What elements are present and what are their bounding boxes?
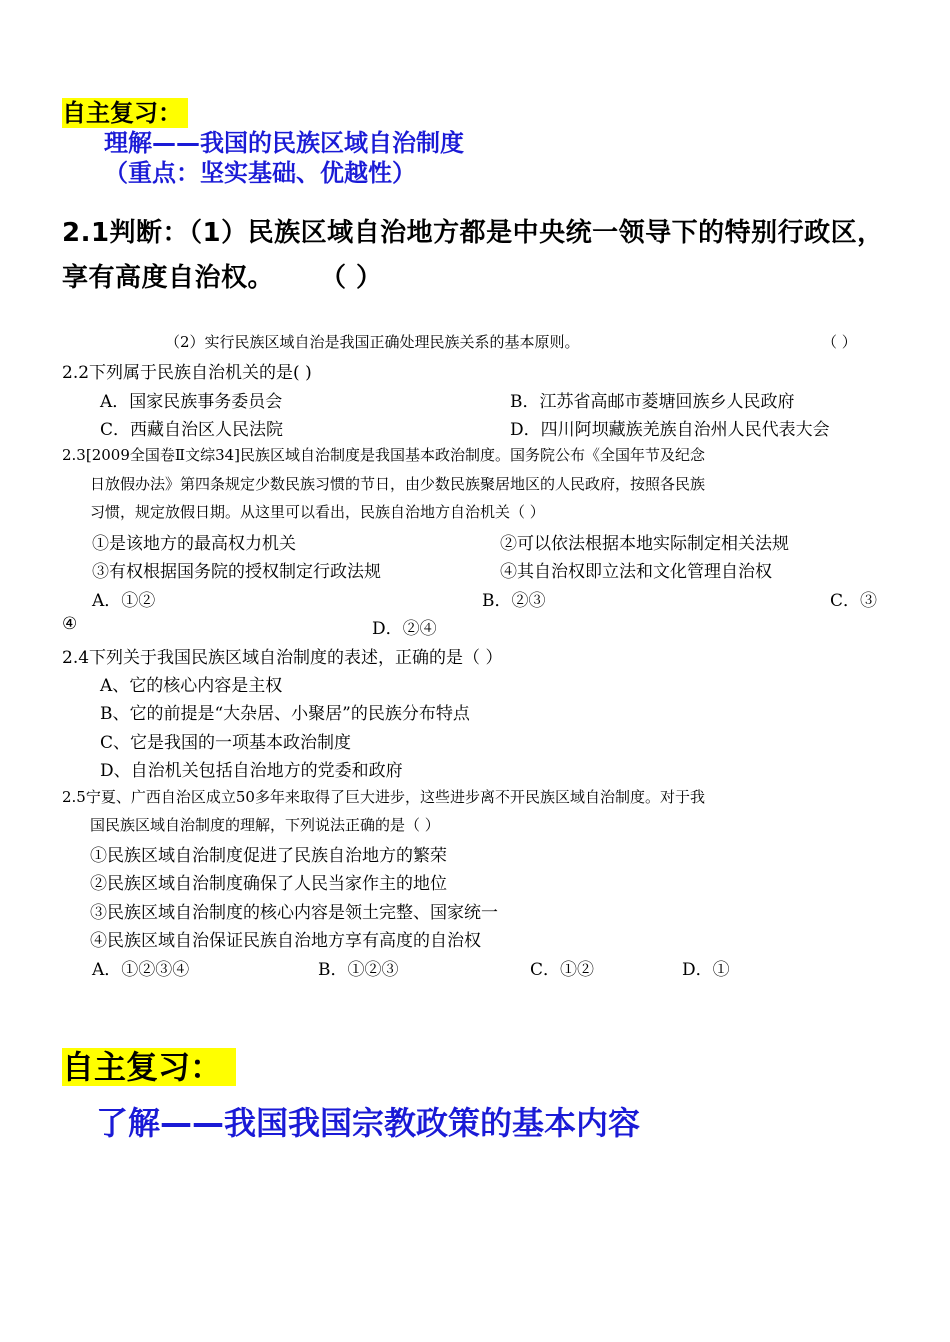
q25-option-b: B．①②③ <box>318 960 399 980</box>
section1-subtitle: （重点：坚实基础、优越性） <box>104 159 416 187</box>
q24-option-b: B、它的前提是“大杂居、小聚居”的民族分布特点 <box>100 704 470 724</box>
section1-title: 理解——我国的民族区域自治制度 <box>104 129 464 157</box>
q23-option-c-cont: ④ <box>62 614 78 634</box>
q23-statement-4: ④其自治权即立法和文化管理自治权 <box>500 562 772 582</box>
q22-option-d: D．四川阿坝藏族羌族自治州人民代表大会 <box>510 420 830 440</box>
q22-option-b: B．江苏省高邮市菱塘回族乡人民政府 <box>510 392 795 412</box>
q23-statement-2: ②可以依法根据本地实际制定相关法规 <box>500 534 789 554</box>
q23-stem-line1: 2.3[2009全国卷Ⅱ文综34]民族区域自治制度是我国基本政治制度。国务院公布《全国年节及纪念 <box>62 446 706 464</box>
q22-stem: 2.2下列属于民族自治机关的是( ) <box>62 363 312 383</box>
q24-option-d: D、自治机关包括自治地方的党委和政府 <box>100 761 403 781</box>
q23-option-d: D．②④ <box>372 619 437 639</box>
q24-option-a: A、它的核心内容是主权 <box>100 676 283 696</box>
q21-bracket: （ ） <box>320 263 383 293</box>
section2-title: 了解——我国我国宗教政策的基本内容 <box>96 1104 641 1142</box>
q25-statement-4: ④民族区域自治保证民族自治地方享有高度的自治权 <box>90 931 481 951</box>
q22-option-a: A．国家民族事务委员会 <box>100 392 283 412</box>
q24-option-c: C、它是我国的一项基本政治制度 <box>100 733 352 753</box>
q23-statement-1: ①是该地方的最高权力机关 <box>92 534 296 554</box>
q21-sub2: （2）实行民族区域自治是我国正确处理民族关系的基本原则。 <box>165 333 580 351</box>
q23-stem-line2: 日放假办法》第四条规定少数民族习惯的节日，由少数民族聚居地区的人民政府，按照各民族 <box>90 475 706 493</box>
q22-option-c: C．西藏自治区人民法院 <box>100 420 284 440</box>
q25-statement-2: ②民族区域自治制度确保了人民当家作主的地位 <box>90 874 447 894</box>
q21-sub2-bracket: （ ） <box>822 333 857 351</box>
q23-stem-line3: 习惯，规定放假日期。从这里可以看出，民族自治地方自治机关（ ） <box>90 503 545 521</box>
q25-option-d: D．① <box>682 960 730 980</box>
q25-stem-line2: 国民族区域自治制度的理解，下列说法正确的是（ ） <box>90 816 440 834</box>
section1-label: 自主复习： <box>62 98 188 128</box>
q25-option-a: A．①②③④ <box>92 960 190 980</box>
q21-line1: 2.1判断：（1）民族区域自治地方都是中央统一领导下的特别行政区， <box>62 218 884 248</box>
q23-statement-3: ③有权根据国务院的授权制定行政法规 <box>92 562 381 582</box>
q23-option-c: C．③ <box>830 591 878 611</box>
q25-statement-1: ①民族区域自治制度促进了民族自治地方的繁荣 <box>90 846 447 866</box>
q24-stem: 2.4下列关于我国民族区域自治制度的表述，正确的是（ ） <box>62 648 503 668</box>
q25-stem-line1: 2.5宁夏、广西自治区成立50多年来取得了巨大进步，这些进步离不开民族区域自治制度。对于我 <box>62 788 705 806</box>
q21-line2: 享有高度自治权。 <box>62 263 275 293</box>
q25-statement-3: ③民族区域自治制度的核心内容是领土完整、国家统一 <box>90 903 498 923</box>
q25-option-c: C．①② <box>530 960 595 980</box>
q23-option-b: B．②③ <box>482 591 546 611</box>
section2-label: 自主复习： <box>62 1048 236 1086</box>
q23-option-a: A．①② <box>92 591 156 611</box>
